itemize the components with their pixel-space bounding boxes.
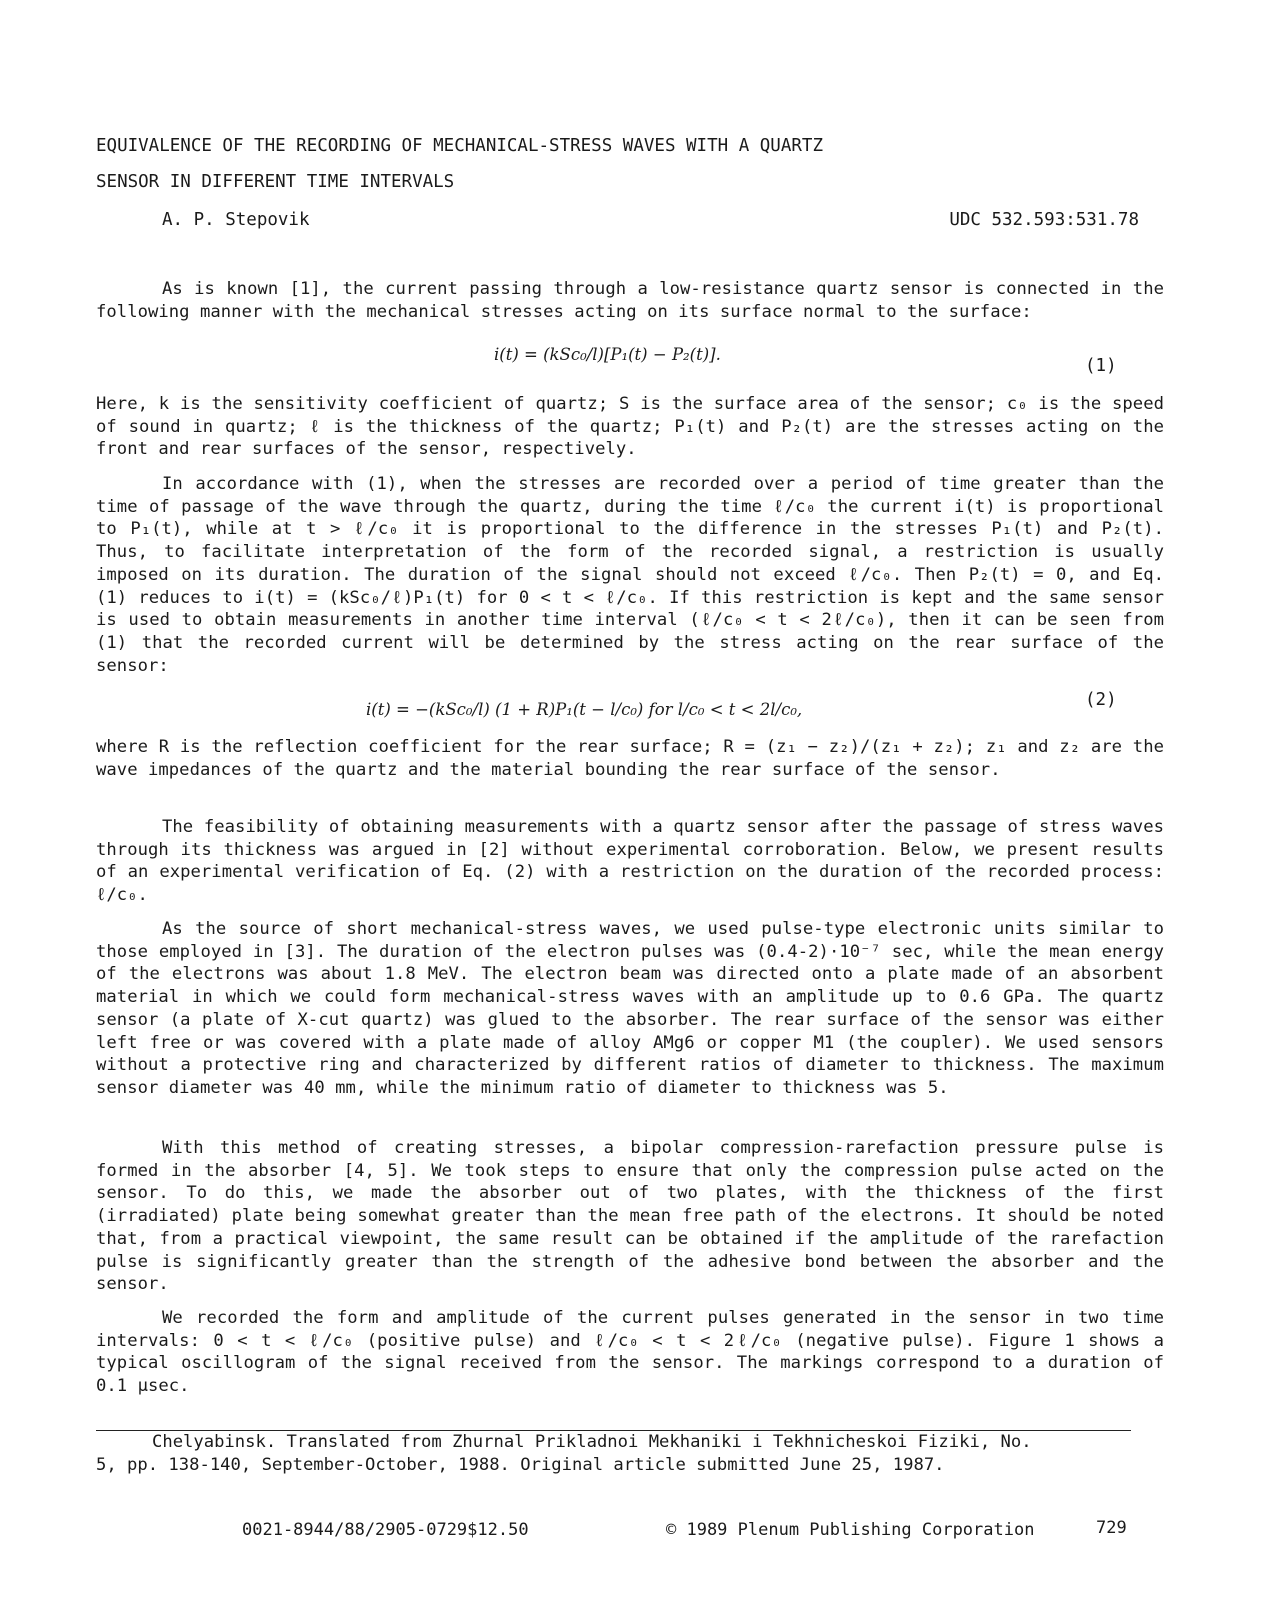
equation-2: i(t) = −(kSc₀/l) (1 + R)P₁(t − l/c₀) for l/c₀ < t < 2l/c₀, [366,700,803,719]
paragraph-recording [96,1307,1164,1398]
article-code: 0021-8944/88/2905-0729$12.50 [242,1520,529,1540]
footnote-line-2: 5, pp. 138-140, September-October, 1988. Original article submitted June 25, 1987. [96,1455,945,1475]
paragraph-8: We recorded the form and amplitude of the current pulses generated in the sensor in two time intervals: 0 < t < ℓ/c₀ (positive pulse) and ℓ/c₀ < t < 2ℓ/c₀ (negative pulse). Figure 1 shows a typical oscillogram of the signal received from the sensor. The markings correspond to a duration of 0.1 μsec. [96,1308,1164,1397]
copyright-notice: © 1989 Plenum Publishing Corporation [666,1520,1035,1540]
paragraph-method [96,1137,1164,1296]
udc-code: UDC 532.593:531.78 [949,210,1139,230]
page-number: 729 [1096,1518,1127,1538]
paragraph-analysis [96,473,1164,677]
equation-1: i(t) = (kSc₀/l)[P₁(t) − P₂(t)]. [494,345,721,364]
paragraph-5: The feasibility of obtaining measurements with a quartz sensor after the passage of stress waves through its thickness was argued in [2] without experimental corroboration. Below, we present results of an experimental verification of Eq. (2) with a restriction on the duration of the recorded process: ℓ/c₀. [96,817,1164,906]
title-line-2: SENSOR IN DIFFERENT TIME INTERVALS [96,172,455,192]
title-line-1: EQUIVALENCE OF THE RECORDING OF MECHANICAL-STRESS WAVES WITH A QUARTZ [96,136,823,156]
paragraph-3: In accordance with (1), when the stresses are recorded over a period of time greater than the time of passage of the wave through the quartz, during the time ℓ/c₀ the current i(t) is proportional to P₁(t), while at t > ℓ/c₀ it is proportional to the difference in the stresses P₁(t) and P₂(t). Thus, to facilitate interpretation of the form of the recorded signal, a restriction is usually imposed on its duration. The duration of the signal should not exceed ℓ/c₀. Then P₂(t) = 0, and Eq. (1) reduces to i(t) = (kSc₀/ℓ)P₁(t) for 0 < t < ℓ/c₀. If this restriction is kept and the same sensor is used to obtain measurements in another time interval (ℓ/c₀ < t < 2ℓ/c₀), then it can be seen from (1) that the recorded current will be determined by the stress acting on the rear surface of the sensor: [96,474,1164,676]
author-name: A. P. Stepovik [162,210,310,230]
paragraph-feasibility [96,816,1164,907]
footnote [96,1431,1166,1477]
paragraph-2: Here, k is the sensitivity coefficient of quartz; S is the surface area of the sensor; c₀ is the speed of sound in quartz; ℓ is the thickness of the quartz; P₁(t) and P₂(t) are the stresses acting on the front and rear surfaces of the sensor, respectively. [96,394,1164,460]
footnote-line-1: Chelyabinsk. Translated from Zhurnal Prikladnoi Mekhaniki i Tekhnicheskoi Fiziki, No. [152,1432,1032,1452]
paragraph-6: As the source of short mechanical-stress waves, we used pulse-type electronic units similar to those employed in [3]. The duration of the electron pulses was (0.4-2)·10⁻⁷ sec, while the mean energy of the electrons was about 1.8 MeV. The electron beam was directed onto a plate made of an absorbent material in which we could form mechanical-stress waves with an amplitude up to 0.6 GPa. The quartz sensor (a plate of X-cut quartz) was glued to the absorber. The rear surface of the sensor was either left free or was covered with a plate made of alloy AMg6 or copper M1 (the coupler). We used sensors without a protective ring and characterized by different ratios of diameter to thickness. The maximum sensor diameter was 40 mm, while the minimum ratio of diameter to thickness was 5. [96,919,1164,1098]
paragraph-definitions [96,393,1164,461]
paragraph-7: With this method of creating stresses, a bipolar compression-rarefaction pressure pulse is formed in the absorber [4, 5]. We took steps to ensure that only the compression pulse acted on the sensor. To do this, we made the absorber out of two plates, with the thickness of the first (irradiated) plate being somewhat greater than the mean free path of the electrons. It should be noted that, from a practical viewpoint, the same result can be obtained if the amplitude of the rarefaction pulse is significantly greater than the strength of the adhesive bond between the absorber and the sensor. [96,1138,1164,1295]
paragraph-intro [96,278,1164,323]
paragraph-reflection [96,736,1164,781]
equation-1-number: (1) [1085,356,1117,376]
equation-2-number: (2) [1085,690,1117,710]
paragraph-source [96,918,1164,1100]
paragraph-4: where R is the reflection coefficient for the rear surface; R = (z₁ − z₂)/(z₁ + z₂); z₁ and z₂ are the wave impedances of the quartz and the material bounding the rear surface of the sensor. [96,737,1164,780]
article-title [96,128,823,200]
paragraph-1: As is known [1], the current passing through a low-resistance quartz sensor is connected in the following manner with the mechanical stresses acting on its surface normal to the surface: [96,279,1164,322]
